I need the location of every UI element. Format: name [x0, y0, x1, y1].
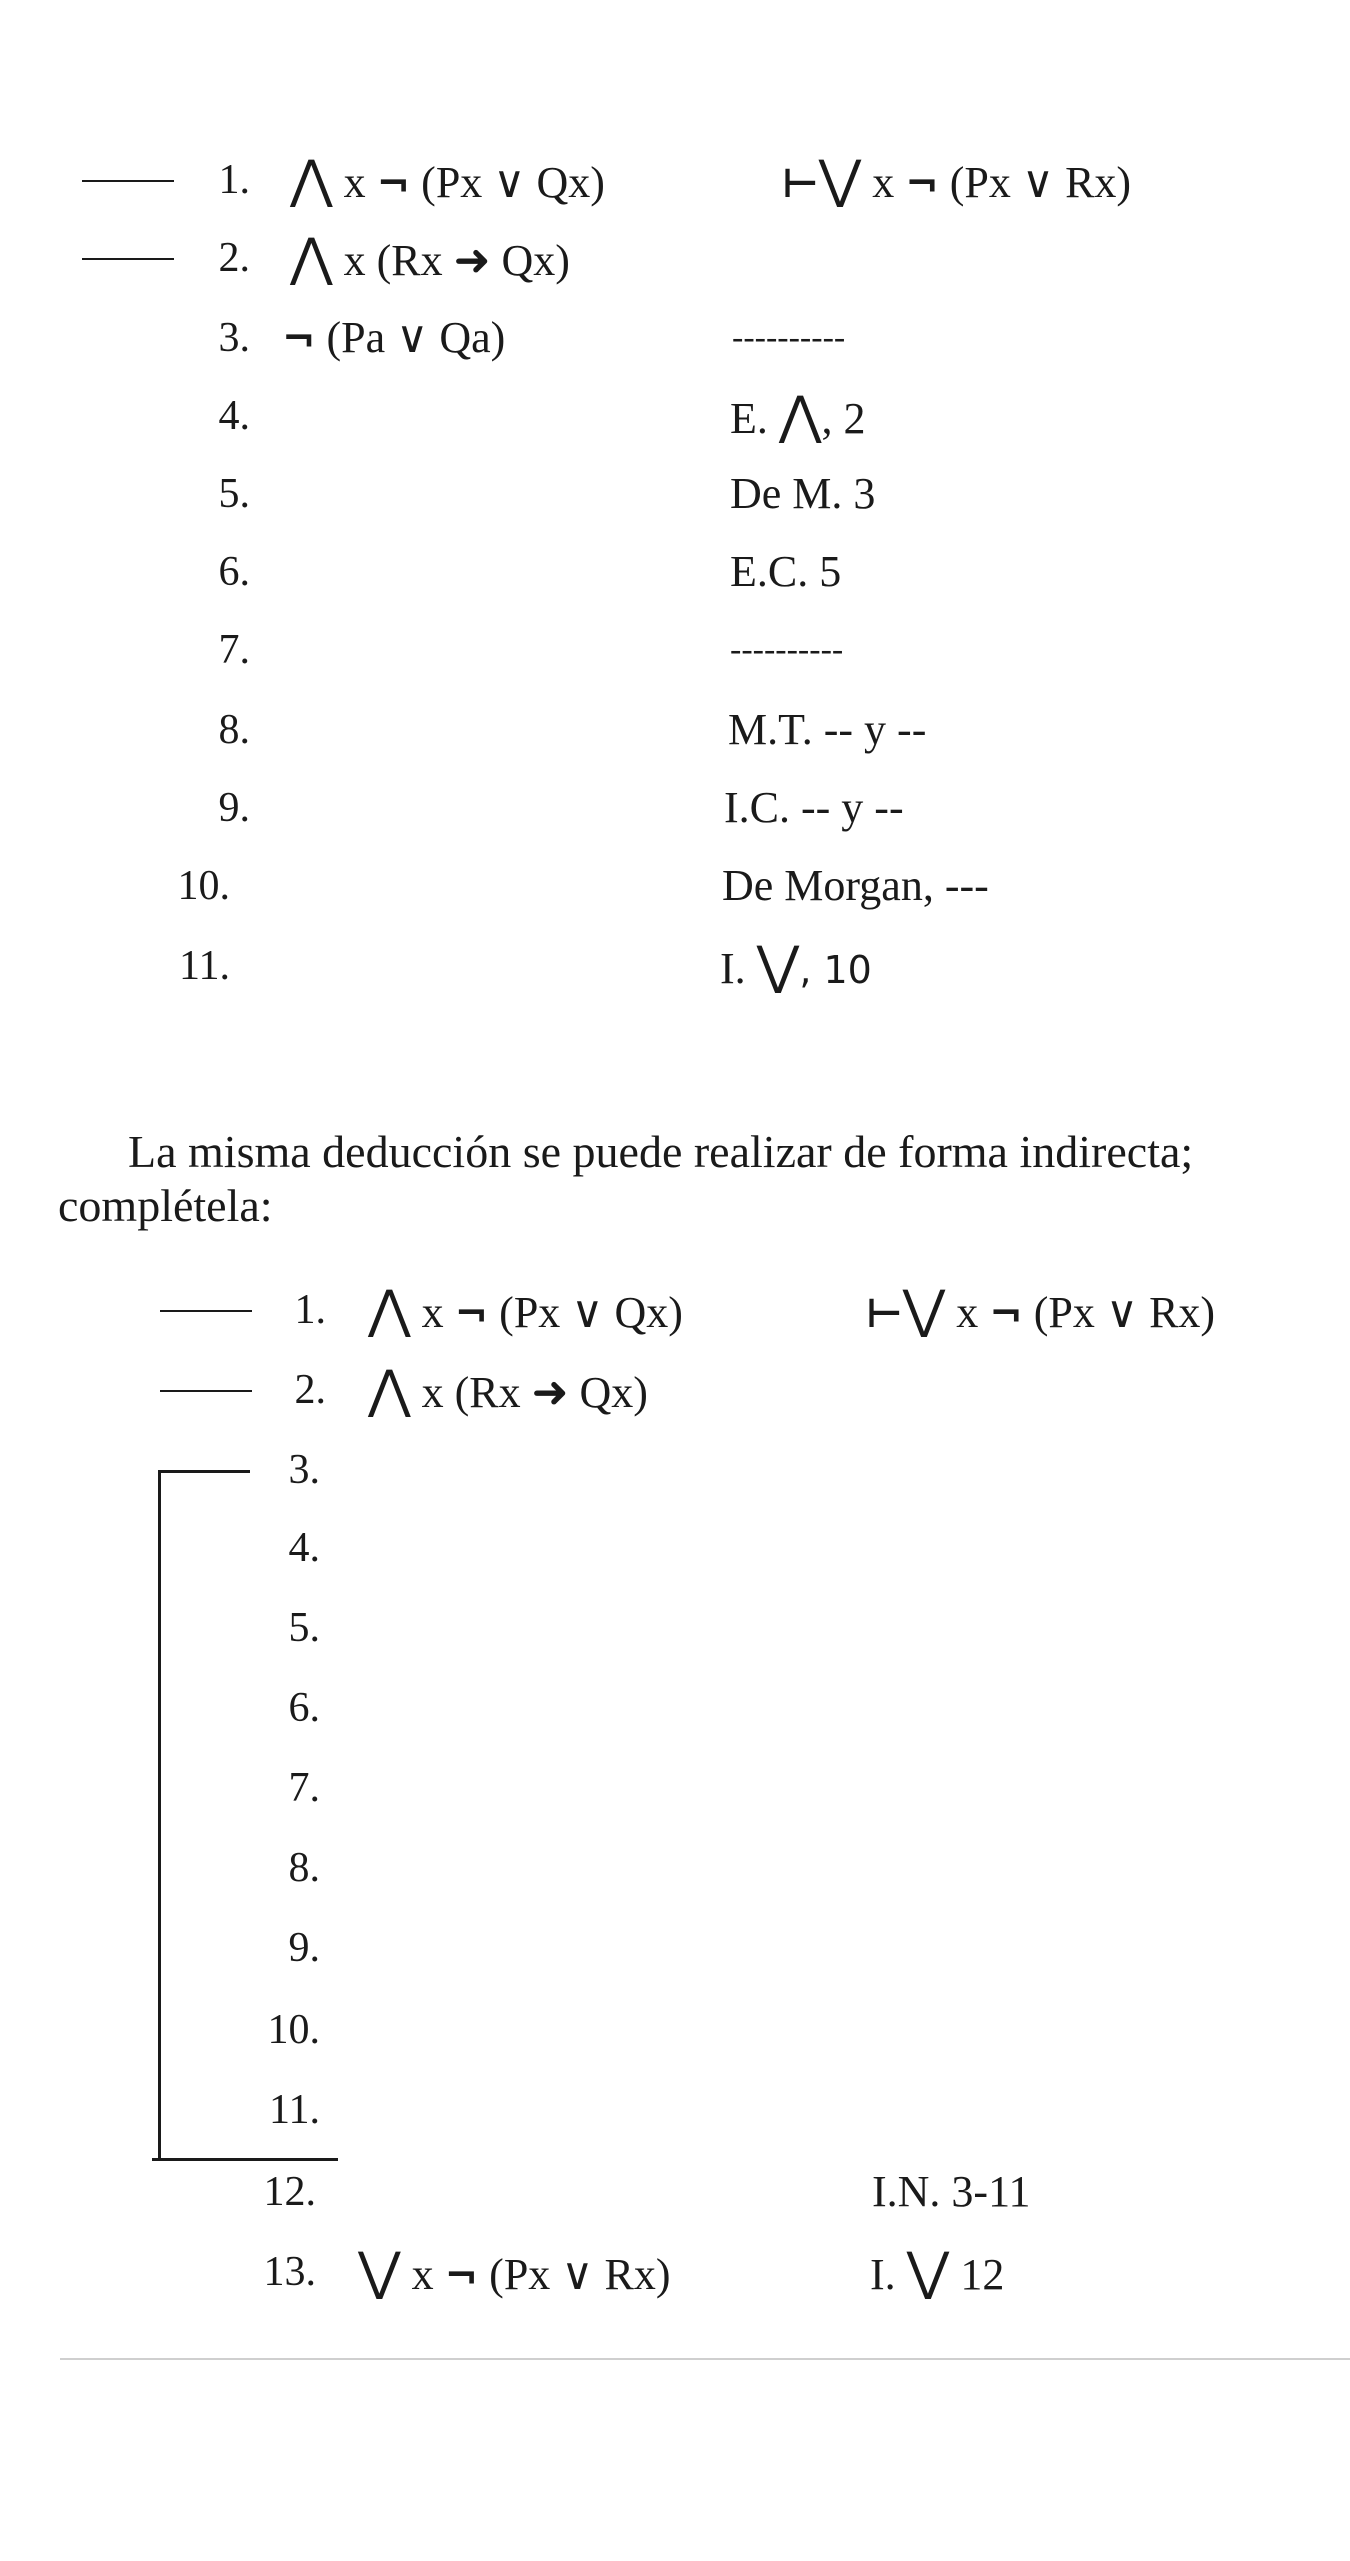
goal-body: (Px ∨ Rx) [949, 158, 1132, 207]
formula [290, 228, 570, 291]
negation-symbol: ¬ [989, 1291, 1023, 1337]
formula [368, 1280, 683, 1344]
negation-symbol: ¬ [454, 1291, 489, 1337]
justification: M.T. -- y -- [728, 705, 927, 754]
introduction-label: I. [870, 2250, 896, 2299]
line-number: 9. [288, 1925, 320, 1971]
proof1-row-4 [0, 386, 1350, 446]
proof2-row-13 [0, 2242, 1350, 2302]
line-number: 2. [218, 235, 250, 281]
justification: ---------- [730, 631, 844, 668]
line-number: 8. [218, 707, 250, 753]
justification-ref: 12 [960, 2250, 1005, 2299]
formula-body: (Rx ➜ Qx) [454, 1368, 648, 1417]
goal [782, 150, 1131, 214]
turnstile-symbol: ⊢ [866, 1291, 903, 1337]
proof2-row-9 [0, 1918, 600, 1978]
formula [290, 150, 605, 214]
proof2-row-1 [0, 1280, 1350, 1340]
premise-dash [82, 180, 174, 182]
line-number: 5. [288, 1605, 320, 1651]
justification: E.C. 5 [730, 547, 842, 596]
line-number: 5. [218, 471, 250, 517]
proof2-row-3 [0, 1440, 600, 1500]
negation-symbol: ¬ [905, 161, 939, 207]
proof1-row-1 [0, 150, 1350, 210]
justification-ref: , 10 [799, 948, 872, 992]
line-number: 11. [179, 943, 230, 989]
formula-body: (Px ∨ Qx) [421, 158, 605, 207]
exists-symbol: ⋁ [358, 2242, 401, 2302]
line-number: 12. [263, 2169, 316, 2215]
line-number: 1. [294, 1287, 326, 1333]
elimination-label: E. [730, 394, 768, 443]
justification: ---------- [732, 319, 846, 356]
proof1-row-9 [0, 778, 1350, 838]
formula-body: (Pa ∨ Qa) [326, 313, 506, 362]
justification: I.C. -- y -- [724, 783, 904, 832]
proof2-row-4 [0, 1518, 600, 1578]
page-bottom-rule [60, 2358, 1350, 2360]
line-number: 2. [294, 1367, 326, 1413]
line-number: 7. [218, 627, 250, 673]
negation-symbol: ¬ [282, 316, 316, 362]
forall-symbol: ⋀ [290, 228, 333, 288]
justification [730, 386, 866, 449]
justification [720, 936, 872, 1000]
variable: x [872, 158, 895, 207]
variable: x [956, 1288, 979, 1337]
proof2-row-10 [0, 2000, 600, 2060]
introduction-label: I. [720, 944, 746, 993]
assumption-bracket-bottom [152, 2158, 338, 2161]
proof1-row-6 [0, 542, 1350, 602]
proof1-row-5 [0, 464, 1350, 524]
exists-symbol: ⋁ [756, 936, 800, 996]
goal [866, 1280, 1215, 1344]
goal-body: (Px ∨ Rx) [1033, 1288, 1216, 1337]
proof2-row-2 [0, 1360, 1350, 1420]
line-number: 10. [267, 2007, 320, 2053]
turnstile-symbol: ⊢ [782, 161, 819, 207]
justification: De Morgan, --- [722, 861, 989, 910]
proof2-row-6 [0, 1678, 600, 1738]
premise-dash [82, 258, 174, 260]
negation-symbol: ¬ [444, 2253, 479, 2299]
proof1-row-10 [0, 856, 1350, 916]
variable: x [421, 1288, 444, 1337]
formula [358, 2242, 671, 2306]
proof2-row-5 [0, 1598, 600, 1658]
exists-symbol: ⋁ [902, 1280, 946, 1340]
justification: De M. 3 [730, 469, 876, 518]
formula [282, 308, 505, 369]
proof2-row-12 [0, 2162, 1350, 2222]
line-number: 13. [263, 2249, 316, 2295]
variable: x [421, 1368, 444, 1417]
formula-body: (Px ∨ Qx) [499, 1288, 683, 1337]
exists-symbol: ⋁ [818, 150, 862, 210]
proof2-row-11 [0, 2080, 600, 2140]
proof1-row-3 [0, 308, 1350, 368]
premise-dash [160, 1390, 252, 1392]
line-number: 7. [288, 1765, 320, 1811]
formula-body: (Rx ➜ Qx) [376, 236, 570, 285]
forall-symbol: ⋀ [368, 1280, 411, 1340]
line-number: 1. [218, 157, 250, 203]
line-number: 6. [288, 1685, 320, 1731]
proof2-row-7 [0, 1758, 600, 1818]
exists-symbol: ⋁ [906, 2242, 950, 2302]
variable: x [411, 2250, 434, 2299]
forall-symbol: ⋀ [368, 1360, 411, 1420]
line-number: 11. [269, 2087, 320, 2133]
forall-symbol: ⋀ [778, 386, 822, 446]
instruction-paragraph: La misma deducción se puede realizar de forma indirecta; complétela: [58, 1126, 1194, 1231]
line-number: 4. [218, 393, 250, 439]
justification [870, 2242, 1004, 2305]
line-number: 10. [177, 863, 230, 909]
variable: x [343, 158, 366, 207]
proof1-row-8 [0, 700, 1350, 760]
line-number: 6. [218, 549, 250, 595]
line-number: 8. [288, 1845, 320, 1891]
line-number: 3. [218, 315, 250, 361]
formula [368, 1360, 648, 1423]
line-number: 3. [288, 1447, 320, 1493]
line-number: 9. [218, 785, 250, 831]
line-number: 4. [288, 1525, 320, 1571]
variable: x [343, 236, 366, 285]
forall-symbol: ⋀ [290, 150, 333, 210]
proof1-row-2 [0, 228, 1350, 288]
justification-ref: , 2 [821, 394, 866, 443]
proof1-row-11 [0, 936, 1350, 996]
proof1-row-7 [0, 620, 1350, 680]
negation-symbol: ¬ [376, 161, 411, 207]
formula-body: (Px ∨ Rx) [489, 2250, 671, 2299]
justification: I.N. 3-11 [872, 2167, 1031, 2216]
proof2-row-8 [0, 1838, 600, 1898]
premise-dash [160, 1310, 252, 1312]
